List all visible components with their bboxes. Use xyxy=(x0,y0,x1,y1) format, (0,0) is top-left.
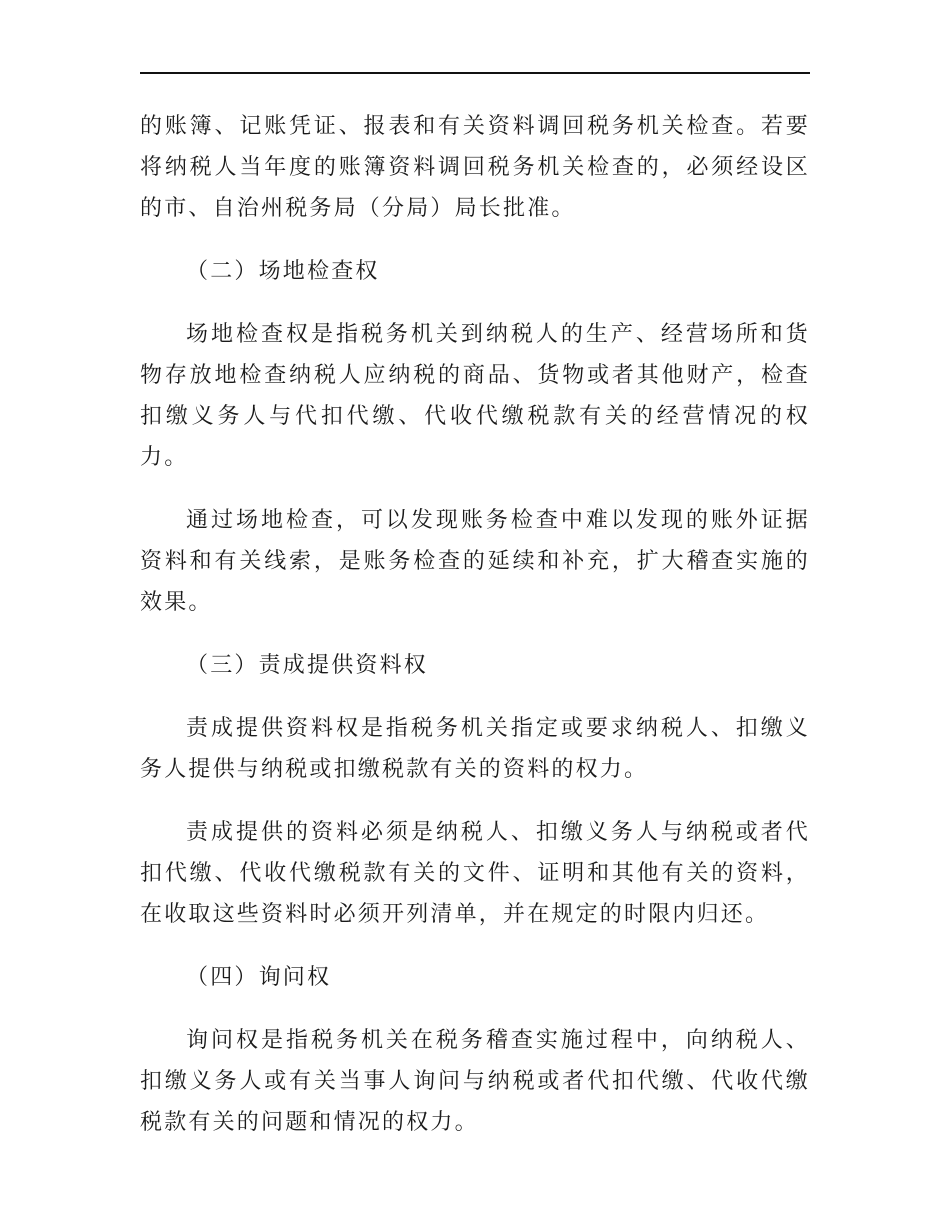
paragraph-document-request-definition: 责成提供资料权是指税务机关指定或要求纳税人、扣缴义务人提供与纳税或扣缴税款有关的资料的权力。 xyxy=(140,716,810,782)
paragraph-site-inspection-definition: 场地检查权是指税务机关到纳税人的生产、经营场所和货物存放地检查纳税人应纳税的商品、货物或者其他财产，检查扣缴义务人与代扣代缴、代收代缴税款有关的经营情况的权力。 xyxy=(140,322,810,470)
section-heading-4: （四）询问权 xyxy=(186,965,332,990)
paragraph-document-request-detail: 责成提供的资料必须是纳税人、扣缴义务人与纳税或者代扣代缴、代收代缴税款有关的文件、证明和其他有关的资料，在收取这些资料时必须开列清单，并在规定的时限内归还。 xyxy=(140,820,810,927)
document-body xyxy=(140,106,810,1143)
section-heading-3: （三）责成提供资料权 xyxy=(186,653,429,678)
paragraph-continuation: 的账簿、记账凭证、报表和有关资料调回税务机关检查。若要将纳税人当年度的账簿资料调回税务机关检查的，必须经设区的市、自治州税务局（分局）局长批准。 xyxy=(140,114,810,221)
section-heading-2: （二）场地检查权 xyxy=(186,259,380,284)
header-rule xyxy=(140,72,810,74)
paragraph-site-inspection-purpose: 通过场地检查，可以发现账务检查中难以发现的账外证据资料和有关线索，是账务检查的延续和补充，扩大稽查实施的效果。 xyxy=(140,508,810,615)
paragraph-inquiry-definition: 询问权是指税务机关在税务稽查实施过程中，向纳税人、扣缴义务人或有关当事人询问与纳税或者代扣代缴、代收代缴税款有关的问题和情况的权力。 xyxy=(140,1028,810,1135)
